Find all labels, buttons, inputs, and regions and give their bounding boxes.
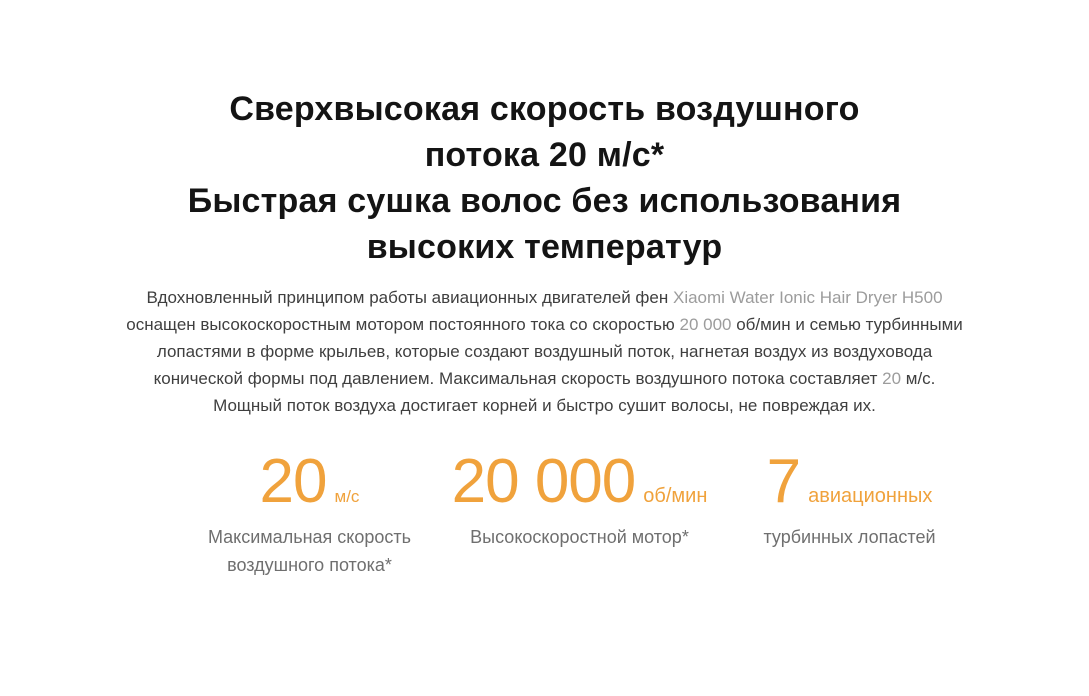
section-description: Вдохновленный принципом работы авиационных двигателей фен Xiaomi Water Ionic Hair Dryer H500 оснащен высокоскоростным мотором постоянного тока со скоростью 20 000 об/мин и семью турбинными лопастями в форме крыльев, которые создают воздушный поток, нагнетая воздух из воздуховода конической формы под давлением. Максимальная скорость воздушного потока составляет 20 м/с. Мощный поток воздуха достигает корней и быстро сушит волосы, не повреждая их. xyxy=(126,288,963,415)
stat-motor-speed-unit: об/мин xyxy=(643,485,708,507)
stat-motor-speed-value: 20 000 xyxy=(451,447,636,516)
stat-blade-count-unit: авиационных xyxy=(808,485,933,507)
section-title: Сверхвысокая скорость воздушного потока 20 м/с* Быстрая сушка волос без использования высоких температур xyxy=(187,90,902,266)
stat-blade-count-caption: турбинных лопастей xyxy=(763,527,936,547)
stat-airflow-speed xyxy=(175,447,445,579)
stat-airflow-speed-unit: м/с xyxy=(334,487,360,506)
stats-row xyxy=(70,447,1089,579)
stat-blade-count-value: 7 xyxy=(766,447,801,516)
airflow-feature-section xyxy=(0,86,1089,696)
stat-value-row xyxy=(715,447,985,516)
stat-blade-count xyxy=(715,447,985,579)
stat-airflow-speed-caption: Максимальная скорость воздушного потока* xyxy=(207,527,412,575)
stat-value-row xyxy=(175,447,445,516)
stat-motor-speed-caption: Высокоскоростной мотор* xyxy=(470,527,689,547)
stat-airflow-speed-value: 20 xyxy=(259,447,327,516)
stat-motor-speed xyxy=(445,447,715,579)
stat-value-row xyxy=(445,447,715,516)
